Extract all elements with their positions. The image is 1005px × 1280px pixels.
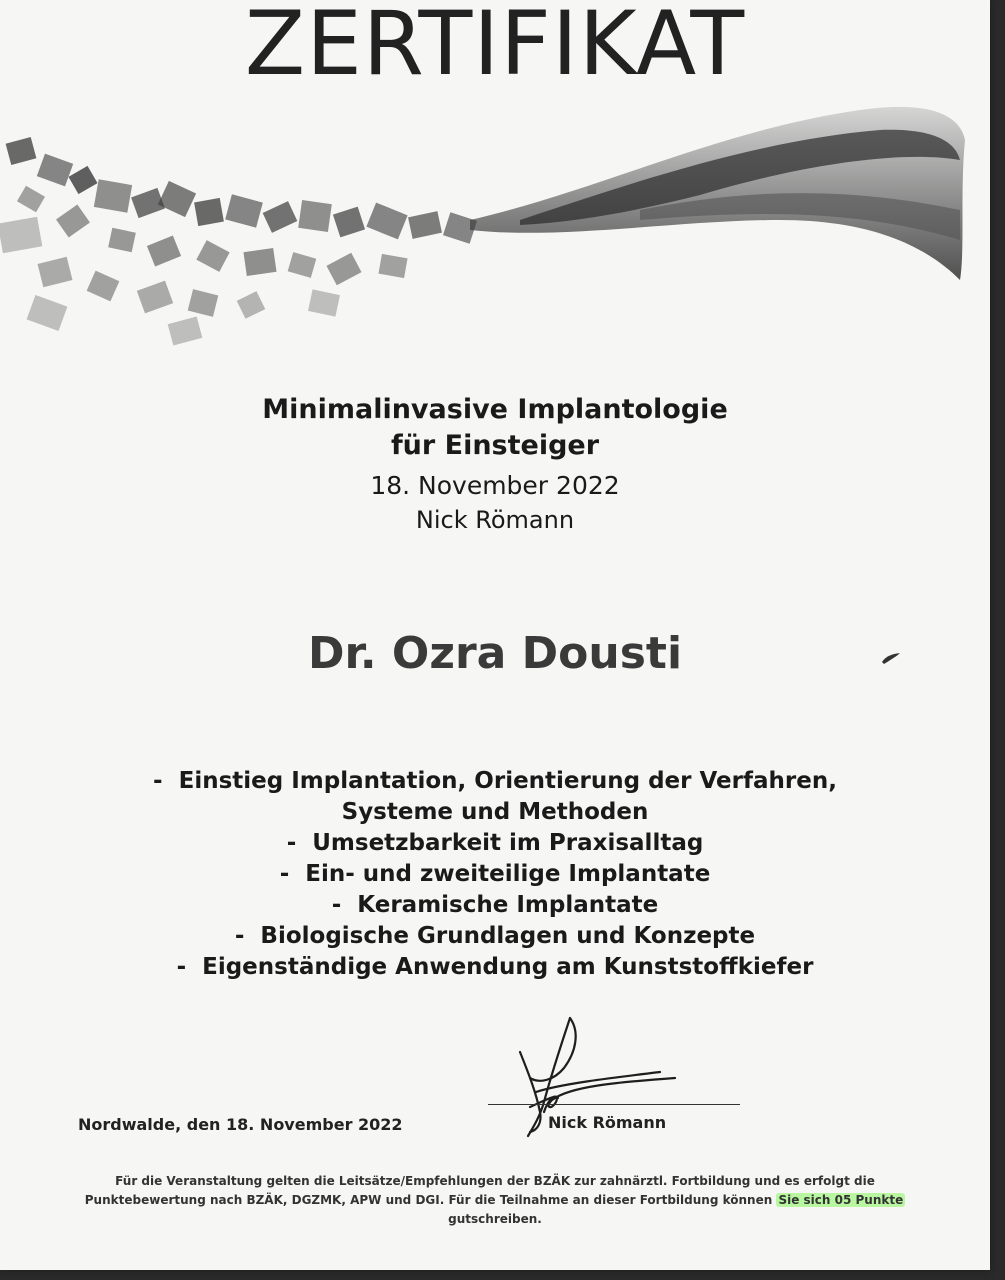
signature-line (488, 1104, 740, 1105)
course-title-line1: Minimalinvasive Implantologie (262, 394, 728, 425)
highlighted-points: Sie sich 05 Punkte (778, 1193, 904, 1207)
course-title-line2: für Einsteiger (390, 430, 600, 461)
footer-line2-text: Punktebewertung nach BZÄK, DGZMK, APW und DGI. Für die Teilnahme an dieser Fortbildung können (84, 1193, 777, 1207)
topic-item: - Biologische Grundlagen und Konzepte (234, 923, 756, 949)
topic-item: Systeme und Methoden (341, 799, 649, 825)
topic-item: - Umsetzbarkeit im Praxisalltag (286, 830, 704, 856)
footer-note (70, 1172, 920, 1229)
footer-line3: gutschreiben. (448, 1212, 542, 1226)
course-date: 18. November 2022 (370, 471, 620, 500)
certificate-title: ZERTIFIKAT (244, 0, 746, 95)
footer-line1: Für die Veranstaltung gelten die Leitsätze/Empfehlungen der BZÄK zur zahnärztl. Fortbildung und es erfolgt die (115, 1174, 875, 1188)
decorative-wave-graphic (0, 70, 990, 360)
topics-list (0, 766, 990, 983)
topic-item: - Eigenständige Anwendung am Kunststoffkiefer (176, 954, 814, 980)
topic-item: - Keramische Implantate (331, 892, 659, 918)
topic-item: - Ein- und zweiteilige Implantate (279, 861, 711, 887)
topic-item: - Einstieg Implantation, Orientierung der Verfahren, (153, 768, 837, 794)
place-and-date: Nordwalde, den 18. November 2022 (78, 1115, 403, 1134)
ink-smudge (880, 650, 902, 666)
recipient-name: Dr. Ozra Dousti (307, 628, 683, 679)
course-teacher: Nick Römann (415, 506, 575, 534)
signature-name: Nick Römann (548, 1113, 667, 1132)
course-title (0, 392, 990, 464)
footer-line2 (70, 1191, 920, 1210)
